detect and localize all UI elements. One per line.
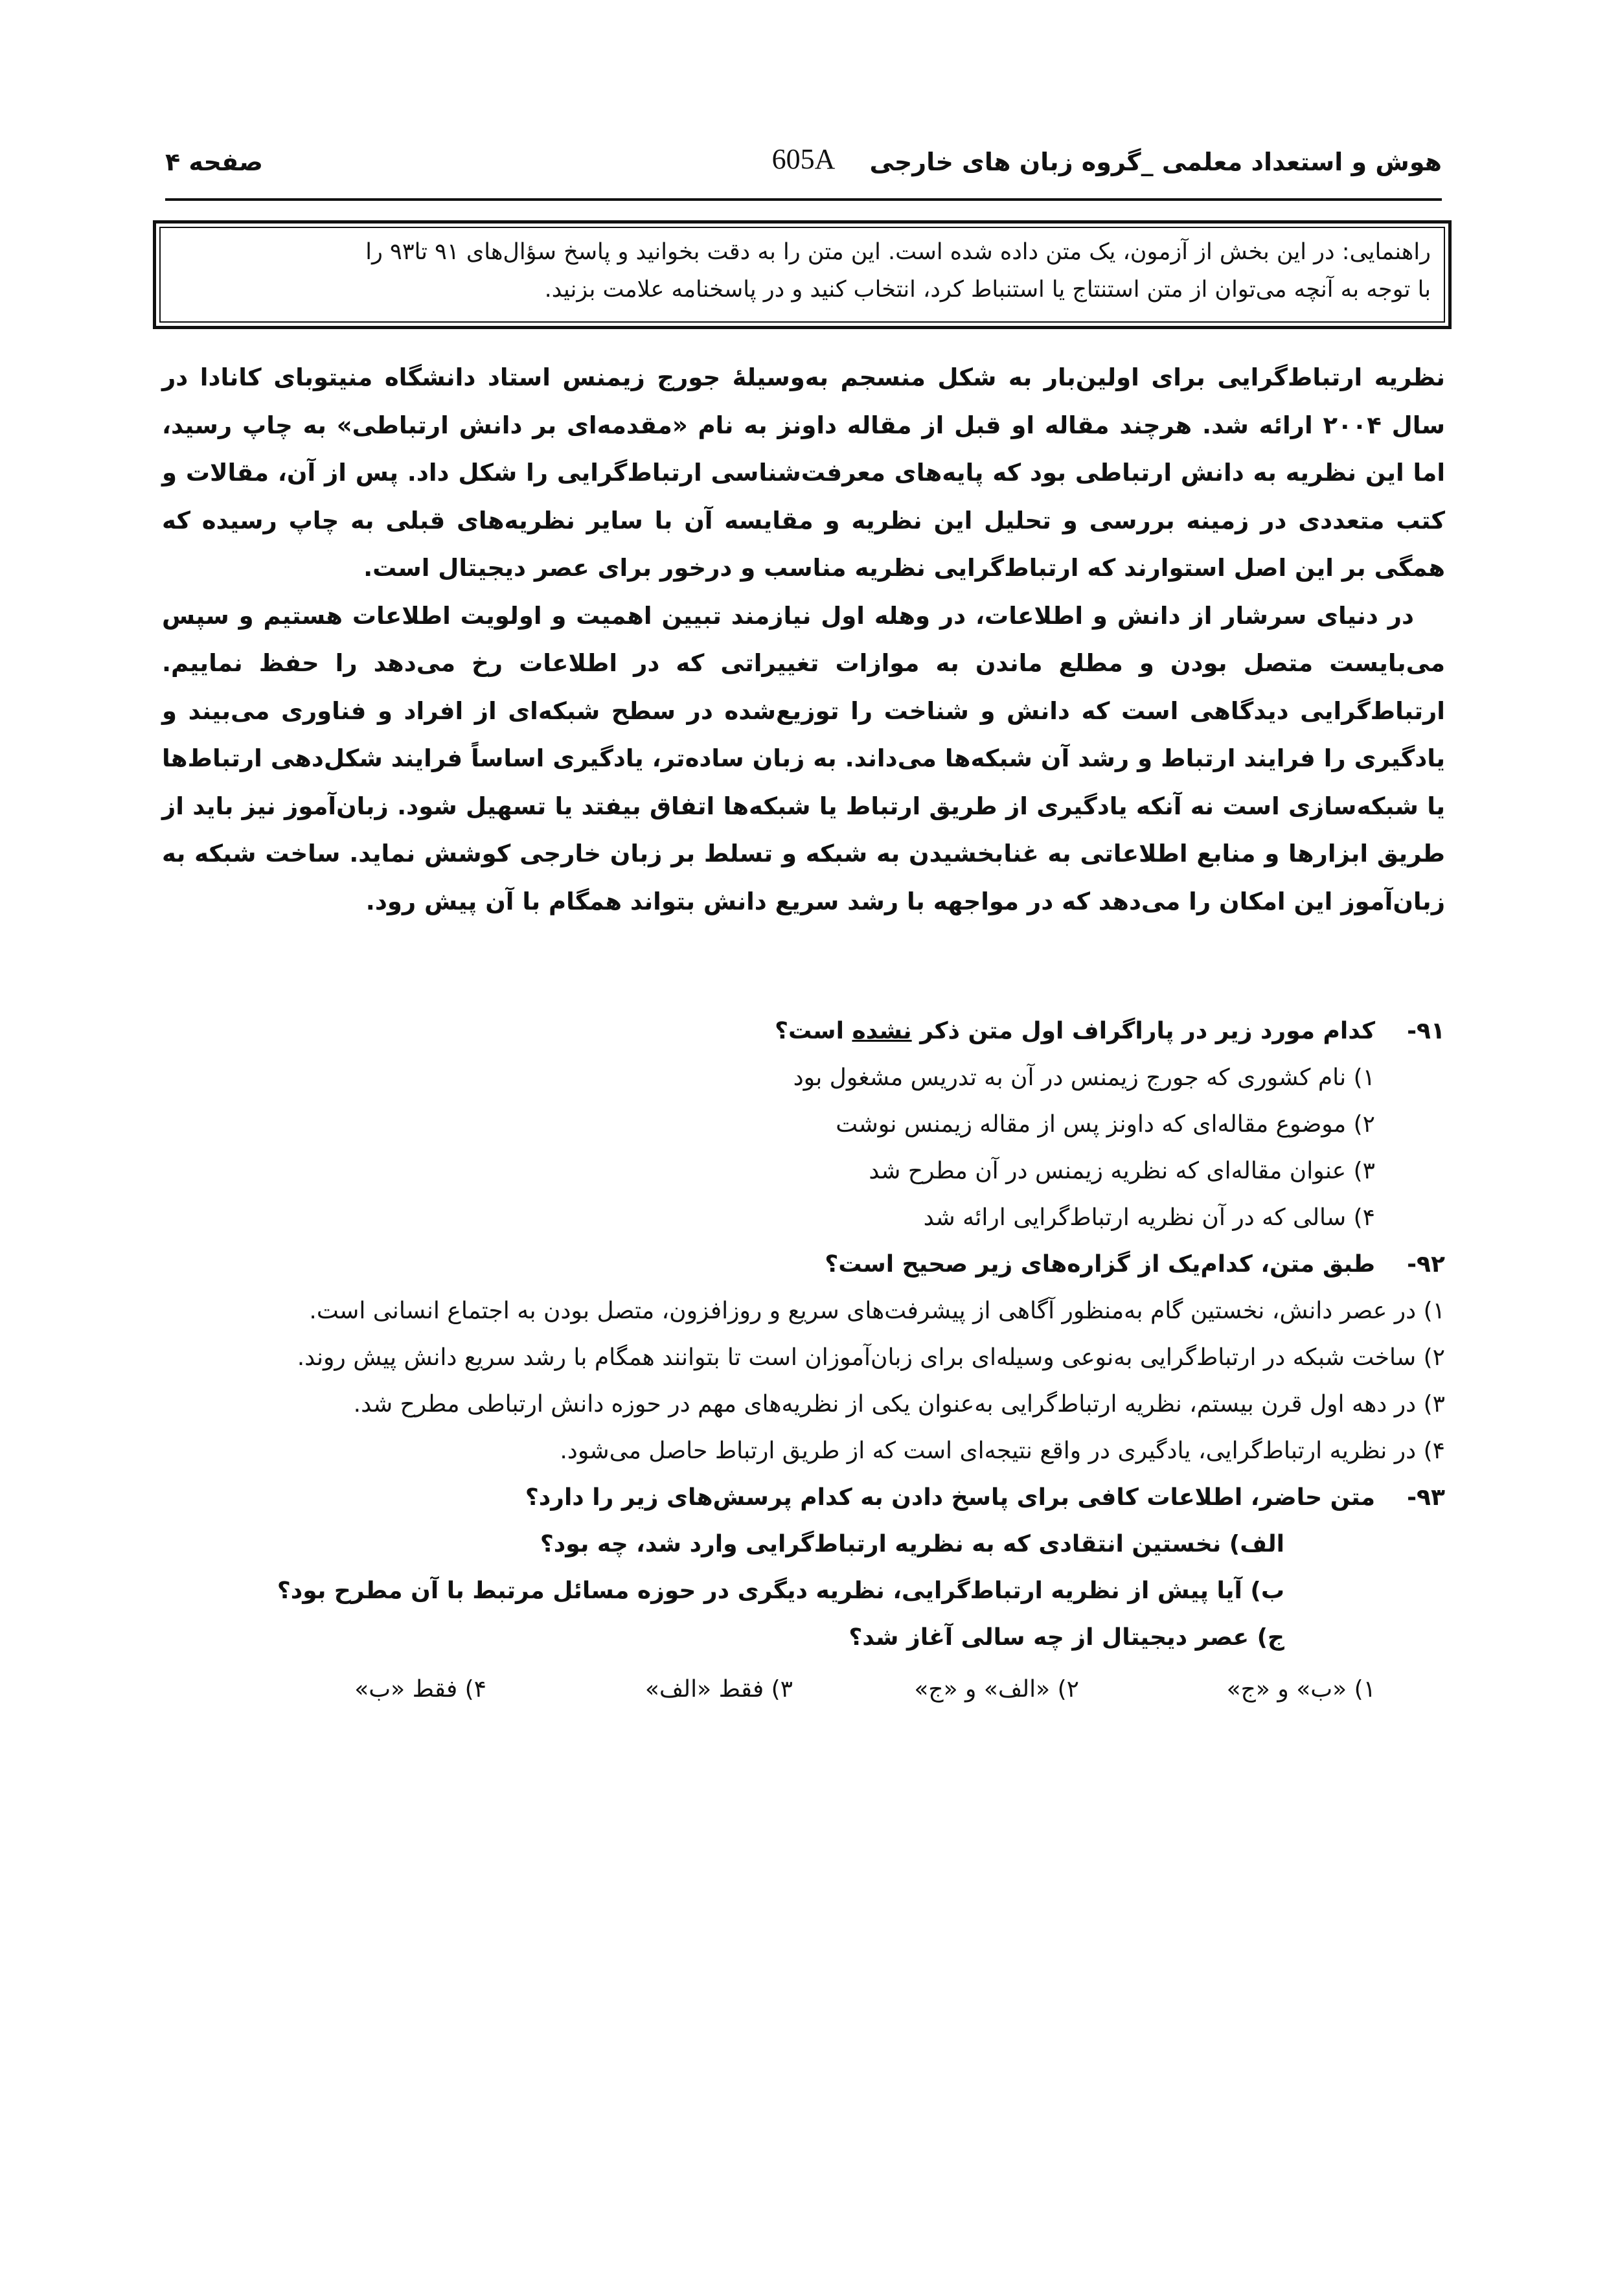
question-text-part: است؟ <box>775 1018 852 1044</box>
answer-option: ۳) در دهه اول قرن بیستم، نظریه ارتباط‌گرایی به‌عنوان یکی از نظریه‌های مهم در حوزه دانش ارتباطی مطرح شد. <box>353 1391 1445 1418</box>
question-number: ۹۳- <box>1407 1484 1445 1511</box>
question-number: ۹۲- <box>1407 1251 1445 1278</box>
page-number: صفحه ۴ <box>165 148 263 176</box>
answer-option: ۳) فقط «الف» <box>644 1676 793 1703</box>
answer-option: ۲) ساخت شبکه در ارتباط‌گرایی به‌نوعی وسیله‌ای برای زبان‌آموزان است تا بتوانند همگام با رشد سریع دانش پیش روند. <box>297 1344 1445 1371</box>
sub-question: ب) آیا پیش از نظریه ارتباط‌گرایی، نظریه دیگری در حوزه مسائل مرتبط با آن مطرح بود؟ <box>277 1578 1284 1604</box>
page-header <box>165 143 1442 193</box>
question-text: طبق متن، کدام‌یک از گزاره‌های زیر صحیح است؟ <box>825 1251 1375 1278</box>
question-number: ۹۱- <box>1407 1018 1445 1044</box>
answer-option: ۱) در عصر دانش، نخستین گام به‌منظور آگاهی از پیشرفت‌های سریع و روزافزون، متصل بودن به اجتماع انسانی است. <box>309 1298 1445 1324</box>
answer-option: ۴) فقط «ب» <box>354 1676 486 1703</box>
instruction-line-2: با توجه به آنچه می‌توان از متن استنتاج یا استنباط کرد، انتخاب کنید و در پاسخنامه علامت بزنید. <box>544 277 1431 303</box>
question-92 <box>155 1241 1445 1475</box>
question-stem <box>155 1008 1445 1055</box>
question-91 <box>155 1008 1445 1241</box>
questions-section <box>155 1008 1445 1718</box>
answer-option: ۱) نام کشوری که جورج زیمنس در آن به تدریس مشغول بود <box>793 1064 1375 1091</box>
sub-question: ج) عصر دیجیتال از چه سالی آغاز شد؟ <box>849 1624 1284 1651</box>
instruction-box <box>153 220 1452 329</box>
passage-paragraph-1: نظریه ارتباط‌گرایی برای اولین‌بار به شکل منسجم به‌وسیلهٔ جورج زیمنس استاد دانشگاه منیتوبای کانادا در سال ۲۰۰۴ ارائه شد. هرچند مقاله او قبل از مقاله داونز به نام «مقدمه‌ای بر دانش ارتباطی» به چاپ رسید، اما این نظریه به دانش ارتباطی بود که پایه‌های معرفت‌شناسی ارتباط‌گرایی را شکل داد. پس از آن، مقالات و کتب متعددی در زمینه بررسی و تحلیل این نظریه و مقایسه آن با سایر نظریه‌های قبلی به چاپ رسیده که همگی بر این اصل استوارند که ارتباط‌گرایی نظریه مناسب و درخور برای عصر دیجیتال است. <box>162 363 1445 582</box>
answer-option: ۲) «الف» و «ج» <box>914 1676 1079 1703</box>
underlined-word: نشده <box>852 1018 912 1044</box>
instruction-box-inner <box>159 227 1445 323</box>
question-stem <box>155 1241 1445 1288</box>
instruction-line-1: راهنمایی: در این بخش از آزمون، یک متن داده شده است. این متن را به دقت بخوانید و پاسخ سؤال‌های ۹۱ تا۹۳ را <box>365 239 1431 265</box>
sub-question: الف) نخستین انتقادی که به نظریه ارتباط‌گرایی وارد شد، چه بود؟ <box>540 1531 1284 1557</box>
exam-title: هوش و استعداد معلمی _گروه زبان های خارجی <box>869 148 1442 176</box>
answer-option: ۳) عنوان مقاله‌ای که نظریه زیمنس در آن مطرح شد <box>869 1158 1375 1184</box>
question-stem <box>155 1475 1445 1521</box>
answer-option: ۴) سالی که در آن نظریه ارتباط‌گرایی ارائه شد <box>923 1204 1375 1231</box>
question-text: متن حاضر، اطلاعات کافی برای پاسخ دادن به کدام پرسش‌های زیر را دارد؟ <box>525 1484 1375 1511</box>
answer-option: ۴) در نظریه ارتباط‌گرایی، یادگیری در واقع نتیجه‌ای است که از طریق ارتباط حاصل می‌شود. <box>560 1438 1445 1464</box>
reading-passage <box>162 354 1445 925</box>
question-93 <box>155 1475 1445 1718</box>
answer-options-row <box>155 1666 1445 1718</box>
header-divider <box>165 198 1442 201</box>
question-text <box>775 1008 1375 1055</box>
booklet-code: 605A <box>771 143 836 175</box>
answer-option: ۱) «ب» و «ج» <box>1226 1676 1376 1703</box>
passage-paragraph-2: در دنیای سرشار از دانش و اطلاعات، در وهله اول نیازمند تبیین اهمیت و اولویت اطلاعات هستیم و سپس می‌بایست متصل بودن و مطلع ماندن به موازات تغییراتی که در اطلاعات رخ می‌دهد را حفظ نماییم. ارتباط‌گرایی دیدگاهی است که دانش و شناخت را توزیع‌شده در سطح شبکه‌ای از افراد و فناوری می‌بیند و یادگیری را فرایند ارتباط و رشد آن شبکه‌ها می‌داند. به زبان ساده‌تر، یادگیری اساساً فرایند شکل‌دهی ارتباط‌ها یا شبکه‌سازی است نه آنکه یادگیری از طریق ارتباط یا شبکه‌ها اتفاق بیفتد یا تسهیل شود. زبان‌آموز نیز باید از طریق ابزارها و منابع اطلاعاتی به غنابخشیدن به شبکه و تسلط بر زبان خارجی کوشش نماید. ساخت شبکه به زبان‌آموز این امکان را می‌دهد که در مواجهه با رشد سریع دانش بتواند همگام با آن پیش رود. <box>162 601 1445 915</box>
answer-option: ۲) موضوع مقاله‌ای که داونز پس از مقاله زیمنس نوشت <box>836 1111 1375 1138</box>
question-text-part: کدام مورد زیر در پاراگراف اول متن ذکر <box>911 1018 1375 1044</box>
